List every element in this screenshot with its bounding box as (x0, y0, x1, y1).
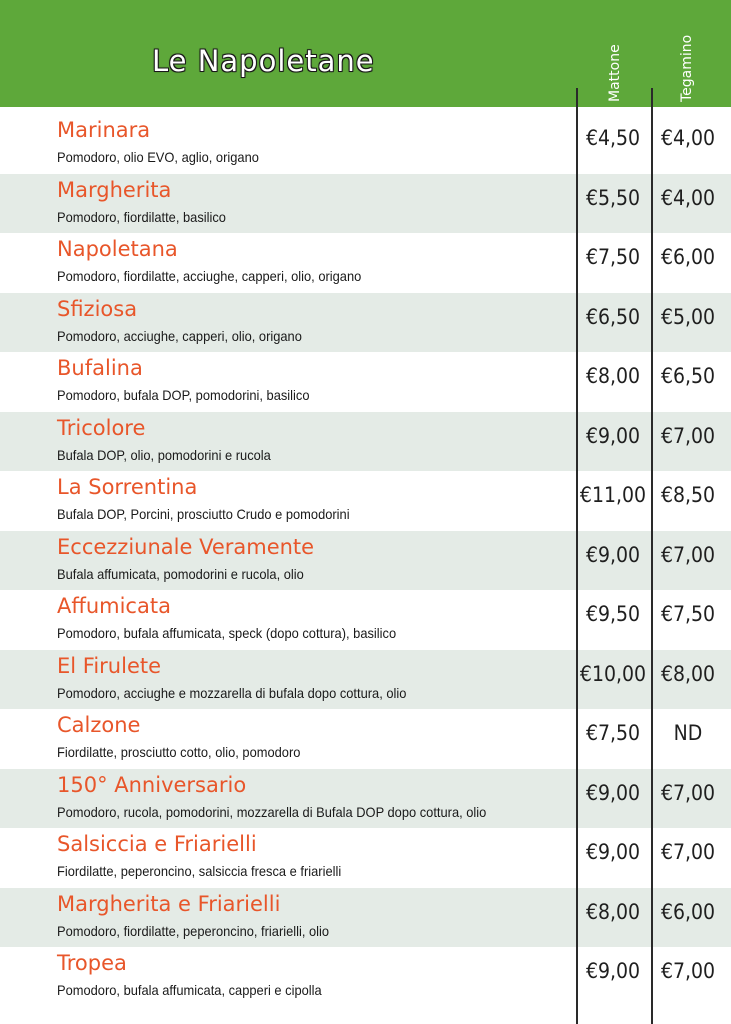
price-mattone: €9,00 (585, 780, 641, 805)
price-tegamino: €6,00 (660, 245, 716, 269)
menu-item-name: La Sorrentina (57, 475, 198, 499)
column-header-tegamino: Tegamino (679, 34, 695, 102)
menu-item (0, 531, 731, 591)
menu-item (0, 352, 731, 412)
menu-item-description: Fiordilatte, peperoncino, salsiccia fresca e friarielli (57, 863, 342, 879)
price-mattone: €4,50 (585, 126, 641, 150)
menu-item (0, 650, 731, 710)
menu-item-name: Tropea (57, 951, 127, 975)
menu-item-name: 150° Anniversario (57, 772, 247, 797)
price-tegamino: €7,50 (660, 602, 716, 626)
menu-item-name: Tricolore (57, 415, 146, 440)
price-tegamino: €7,00 (660, 423, 716, 448)
menu-item-description: Bufala DOP, Porcini, prosciutto Crudo e pomodorini (57, 506, 350, 522)
menu-item-name: Margherita e Friarielli (57, 891, 281, 916)
menu-item-name: Calzone (57, 713, 141, 737)
menu-item-description: Bufala DOP, olio, pomodorini e rucola (57, 446, 271, 463)
price-tegamino: €7,00 (660, 840, 716, 864)
menu-item (0, 293, 731, 353)
price-tegamino: €4,00 (660, 126, 716, 150)
price-mattone: €8,00 (585, 899, 641, 924)
menu-item-description: Pomodoro, olio EVO, aglio, origano (57, 149, 259, 165)
menu-item (0, 888, 731, 948)
menu-item (0, 590, 731, 650)
price-tegamino: €4,00 (660, 185, 716, 210)
menu-item-description: Pomodoro, bufala DOP, pomodorini, basilico (57, 387, 310, 403)
price-tegamino: ND (673, 721, 703, 745)
price-mattone: €6,50 (585, 304, 641, 329)
menu-title: Le Napoletane (152, 44, 375, 78)
price-tegamino: €7,00 (660, 780, 716, 805)
price-mattone: €9,50 (585, 602, 641, 626)
price-mattone: €10,00 (579, 661, 647, 686)
menu-item-description: Pomodoro, fiordilatte, acciughe, capperi, olio, origano (57, 268, 362, 284)
menu-item-description: Pomodoro, acciughe e mozzarella di bufala dopo cottura, olio (57, 684, 407, 701)
menu-item-name: Sfiziosa (57, 296, 138, 321)
menu-item (0, 174, 731, 234)
price-tegamino: €7,00 (660, 542, 716, 567)
price-tegamino: €5,00 (660, 304, 716, 329)
menu-item-description: Pomodoro, fiordilatte, basilico (57, 208, 226, 225)
menu-item-description: Pomodoro, bufala affumicata, capperi e cipolla (57, 982, 322, 998)
menu-item-description: Pomodoro, fiordilatte, peperoncino, friarielli, olio (57, 922, 330, 939)
menu-item-name: Marinara (57, 118, 151, 142)
price-tegamino: €6,00 (660, 899, 716, 924)
menu-item-name: Eccezziunale Veramente (57, 534, 315, 559)
price-tegamino: €8,50 (660, 483, 716, 507)
price-mattone: €8,00 (585, 364, 641, 388)
menu-item-name: Napoletana (57, 237, 178, 261)
price-mattone: €9,00 (585, 542, 641, 567)
menu-item-description: Bufala affumicata, pomodorini e rucola, olio (57, 565, 304, 582)
price-mattone: €9,00 (585, 423, 641, 448)
menu-item-description: Pomodoro, acciughe, capperi, olio, origano (57, 327, 302, 344)
menu-item-name: Bufalina (57, 356, 143, 380)
column-header-mattone: Mattone (607, 44, 623, 102)
column-divider (576, 88, 578, 1024)
menu-item (0, 471, 731, 531)
menu-item-name: El Firulete (57, 653, 162, 678)
price-tegamino: €8,00 (660, 661, 716, 686)
menu-header (0, 0, 731, 107)
menu-item (0, 828, 731, 888)
price-tegamino: €7,00 (660, 959, 716, 983)
menu-item (0, 114, 731, 174)
price-mattone: €9,00 (585, 840, 641, 864)
price-mattone: €5,50 (585, 185, 641, 210)
menu-item (0, 769, 731, 829)
column-divider (651, 88, 653, 1024)
price-mattone: €7,50 (585, 721, 641, 745)
menu-item-name: Affumicata (57, 594, 171, 618)
menu-item-name: Margherita (57, 177, 172, 202)
price-mattone: €9,00 (585, 959, 641, 983)
menu-item-name: Salsiccia e Friarielli (57, 832, 257, 856)
menu-list (0, 114, 731, 1007)
menu-item-description: Pomodoro, rucola, pomodorini, mozzarella di Bufala DOP dopo cottura, olio (57, 803, 487, 820)
menu-item (0, 233, 731, 293)
menu-item (0, 947, 731, 1007)
price-mattone: €11,00 (579, 483, 647, 507)
price-mattone: €7,50 (585, 245, 641, 269)
price-tegamino: €6,50 (660, 364, 716, 388)
menu-item (0, 412, 731, 472)
menu-item-description: Pomodoro, bufala affumicata, speck (dopo cottura), basilico (57, 625, 397, 641)
menu-item (0, 709, 731, 769)
menu-item-description: Fiordilatte, prosciutto cotto, olio, pomodoro (57, 744, 301, 760)
